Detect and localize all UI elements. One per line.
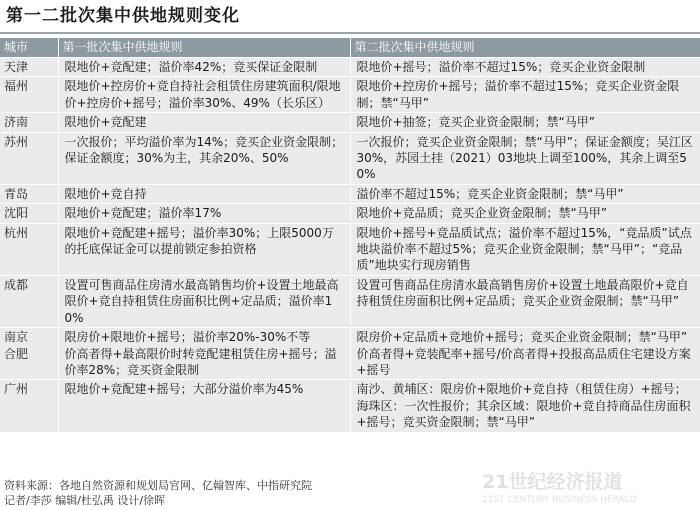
cell-first-batch-rule: 限地价+竞配建；溢价率17% xyxy=(58,204,350,223)
table-row xyxy=(0,328,700,380)
city-name: 青岛 xyxy=(4,186,29,201)
cell-city xyxy=(0,204,58,223)
city-name: 杭州 xyxy=(4,225,29,240)
city-name: 沈阳 xyxy=(4,206,29,221)
page-title: 第一二批次集中供地规则变化 xyxy=(6,6,240,26)
table-row xyxy=(0,58,700,77)
city-name: 南京 xyxy=(4,330,29,345)
cell-city xyxy=(0,223,58,275)
table-row xyxy=(0,184,700,203)
cell-second-batch-rule: 限地价+控房价+摇号；溢价率不超过15%；竞买企业资金限制；禁“马甲” xyxy=(350,77,700,113)
city-name: 广州 xyxy=(4,382,29,397)
land-supply-rules-table xyxy=(0,38,700,432)
cell-first-batch-rule: 限房价+限地价+摇号；溢价率20%-30%不等 价高者得+最高限价时转竞配建租赁住房+摇号；溢价率28%；竞买资金限制 xyxy=(58,328,350,380)
data-source-note: 资料来源：各地自然资源和规划局官网、亿翰智库、中指研究院 xyxy=(4,479,312,492)
cell-first-batch-rule: 限地价+控房价+竞自持社会租赁住房建筑面积/限地价+控房价+摇号；溢价率30%、49%（长乐区） xyxy=(58,77,350,113)
publisher-watermark xyxy=(476,466,698,506)
city-name: 苏州 xyxy=(4,134,29,149)
city-name: 合肥 xyxy=(4,346,29,361)
cell-city xyxy=(0,58,58,77)
table-row xyxy=(0,77,700,113)
header-city: 城市 xyxy=(0,38,58,58)
cell-city xyxy=(0,132,58,184)
cell-second-batch-rule: 限地价+摇号；溢价率不超过15%；竞买企业资金限制 xyxy=(350,58,700,77)
table-row xyxy=(0,380,700,432)
cell-second-batch-rule: 溢价率不超过15%；竞买企业资金限制；禁“马甲” xyxy=(350,184,700,203)
table-row xyxy=(0,275,700,327)
city-name: 成都 xyxy=(4,277,29,292)
cell-first-batch-rule: 限地价+竞自持 xyxy=(58,184,350,203)
cell-city xyxy=(0,184,58,203)
cell-city xyxy=(0,113,58,132)
cell-second-batch-rule: 限地价+摇号+竞品质试点；溢价率不超过15%，“竞品质”试点地块溢价率不超过5%；竞买企业资金限制；禁“马甲”；“竞品质”地块实行现房销售 xyxy=(350,223,700,275)
watermark-title: 21世纪经济报道 xyxy=(482,471,623,493)
cell-first-batch-rule: 限地价+竞配建 xyxy=(58,113,350,132)
cell-first-batch-rule: 限地价+竞配建+摇号；大部分溢价率为45% xyxy=(58,380,350,432)
table-row xyxy=(0,113,700,132)
cell-first-batch-rule: 设置可售商品住房清水最高销售均价+设置土地最高限价+竞自持租赁住房面积比例+定品质；溢价率10% xyxy=(58,275,350,327)
cell-second-batch-rule: 限房价+定品质+竞地价+摇号；竞买企业资金限制；禁“马甲” 价高者得+竞装配率+摇号/价高者得+投报高品质住宅建设方案+摇号 xyxy=(350,328,700,380)
cell-first-batch-rule: 限地价+竞配建；溢价率42%；竞买保证金限制 xyxy=(58,58,350,77)
cell-first-batch-rule: 一次报价；平均溢价率为14%；竞买企业资金限制；保证金额度；30%为主，其余20%、50% xyxy=(58,132,350,184)
watermark-subtitle: 21ST CENTURY BUSINESS HERALD xyxy=(482,495,637,505)
credits-line: 记者/李莎 编辑/杜弘禹 设计/徐晖 xyxy=(4,494,166,507)
table-row xyxy=(0,223,700,275)
table-row xyxy=(0,204,700,223)
cell-second-batch-rule: 限地价+抽签；竞买企业资金限制；禁“马甲” xyxy=(350,113,700,132)
header-second-batch: 第二批次集中供地规则 xyxy=(350,38,700,58)
table-header-row xyxy=(0,38,700,58)
cell-city xyxy=(0,328,58,380)
cell-second-batch-rule: 南沙、黄埔区：限房价+限地价+竞自持（租赁住房）+摇号；海珠区：一次性报价；其余区域：限地价+竞自持商品住房面积+摇号；竞买资金限制；禁“马甲” xyxy=(350,380,700,432)
cell-first-batch-rule: 限地价+竞配建+摇号；溢价率30%；上限5000万的托底保证金可以提前锁定参拍资格 xyxy=(58,223,350,275)
cell-second-batch-rule: 一次报价；竞买企业资金限制；禁“马甲”；保证金额度；吴江区30%，苏园土挂（2021）03地块上调至100%，其余上调至50% xyxy=(350,132,700,184)
city-name: 福州 xyxy=(4,79,29,94)
table-row xyxy=(0,132,700,184)
city-name: 济南 xyxy=(4,115,29,130)
cell-second-batch-rule: 限地价+竞品质；竞买企业资金限制；禁“马甲” xyxy=(350,204,700,223)
header-first-batch: 第一批次集中供地规则 xyxy=(58,38,350,58)
cell-city xyxy=(0,77,58,113)
cell-city xyxy=(0,380,58,432)
cell-second-batch-rule: 设置可售商品住房清水最高销售房价+设置土地最高限价+竞自持租赁住房面积比例+定品质；竞买企业资金限制；禁“马甲” xyxy=(350,275,700,327)
city-name: 天津 xyxy=(4,60,29,74)
cell-city xyxy=(0,275,58,327)
title-divider xyxy=(0,32,700,34)
